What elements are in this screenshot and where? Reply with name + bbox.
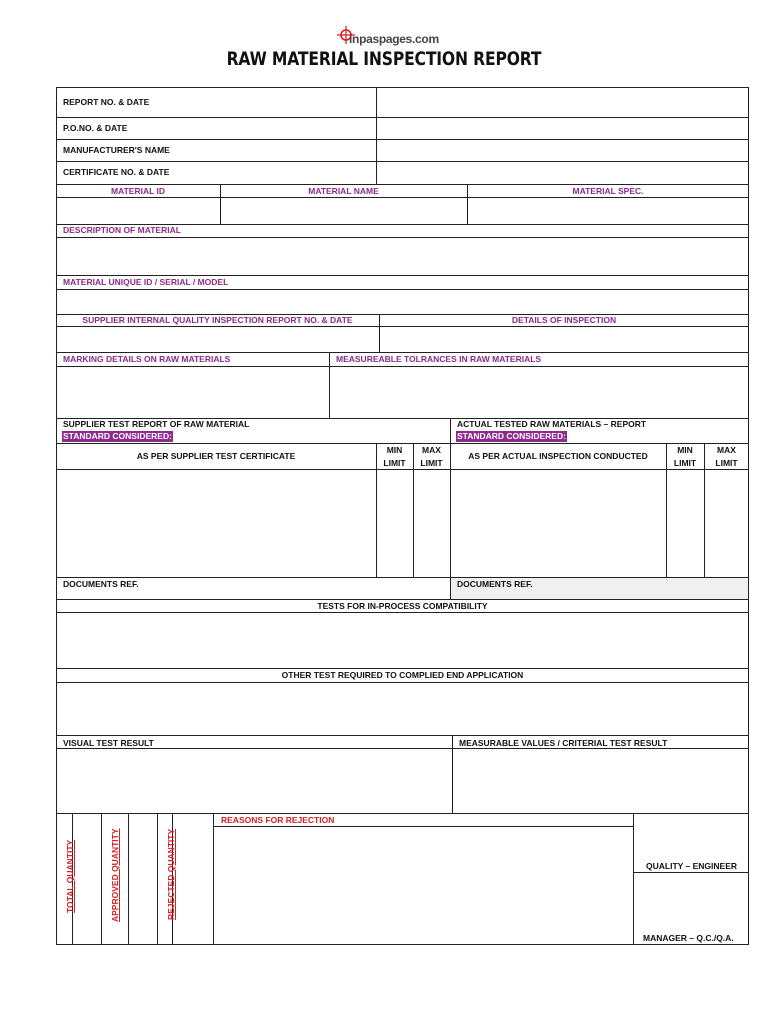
marking-details-field[interactable]: [57, 367, 329, 418]
report-no-label: REPORT NO. & DATE: [63, 97, 150, 107]
supplier-max-header: MAX: [422, 445, 441, 455]
rejected-quantity-field[interactable]: [173, 814, 213, 944]
certificate-label: CERTIFICATE NO. & DATE: [63, 167, 170, 177]
actual-min-header-2: LIMIT: [673, 458, 697, 468]
supplier-test-field[interactable]: [57, 470, 376, 577]
actual-docs-ref-label: DOCUMENTS REF.: [457, 579, 533, 589]
actual-standard-label: STANDARD CONSIDERED:: [457, 431, 566, 441]
supplier-standard-label: STANDARD CONSIDERED:: [63, 431, 172, 441]
actual-min-field[interactable]: [667, 470, 704, 577]
actual-col-main: AS PER ACTUAL INSPECTION CONDUCTED: [468, 451, 648, 461]
material-id-field[interactable]: [57, 198, 220, 224]
material-id-header: MATERIAL ID: [111, 186, 165, 196]
measureable-tol-label: MEASUREABLE TOLRANCES IN RAW MATERIALS: [336, 354, 542, 364]
material-spec-header: MATERIAL SPEC.: [572, 186, 644, 196]
logo-text: inpaspages.com: [349, 32, 439, 46]
supplier-docs-ref-label: DOCUMENTS REF.: [63, 579, 139, 589]
certificate-field[interactable]: [377, 162, 748, 184]
po-no-label: P.O.NO. & DATE: [63, 123, 128, 133]
material-name-header: MATERIAL NAME: [308, 186, 379, 196]
reasons-rejection-label: REASONS FOR REJECTION: [221, 815, 335, 825]
manager-qa-label: MANAGER – Q.C./Q.A.: [643, 933, 734, 943]
other-test-header: OTHER TEST REQUIRED TO COMPLIED END APPLICATION: [281, 670, 524, 680]
quality-engineer-signature[interactable]: [634, 814, 748, 859]
supplier-min-header-2: LIMIT: [383, 458, 406, 468]
actual-min-header: MIN: [677, 445, 693, 455]
rejected-quantity-label: REJECTED QUANTITY: [166, 828, 176, 920]
supplier-max-header-2: LIMIT: [420, 458, 443, 468]
visual-test-label: VISUAL TEST RESULT: [63, 738, 154, 748]
in-process-field[interactable]: [57, 613, 748, 668]
manufacturer-label: MANUFACTURER'S NAME: [63, 145, 170, 155]
visual-test-field[interactable]: [57, 749, 452, 813]
supplier-internal-header: SUPPLIER INTERNAL QUALITY INSPECTION REPORT NO. & DATE: [82, 315, 353, 325]
supplier-col-main: AS PER SUPPLIER TEST CERTIFICATE: [136, 451, 296, 461]
supplier-min-header: MIN: [386, 445, 403, 455]
quality-engineer-label: QUALITY – ENGINEER: [646, 861, 737, 871]
po-no-field[interactable]: [377, 118, 748, 139]
actual-test-heading: ACTUAL TESTED RAW MATERIALS – REPORT: [457, 419, 647, 429]
details-inspection-field[interactable]: [380, 327, 748, 352]
page-title: RAW MATERIAL INSPECTION REPORT: [226, 48, 542, 70]
actual-test-field[interactable]: [451, 470, 666, 577]
material-spec-field[interactable]: [468, 198, 748, 224]
measureable-tol-field[interactable]: [330, 367, 748, 418]
measurable-values-field[interactable]: [453, 749, 748, 813]
material-name-field[interactable]: [221, 198, 467, 224]
details-inspection-header: DETAILS OF INSPECTION: [511, 315, 617, 325]
measurable-values-label: MEASURABLE VALUES / CRITERIAL TEST RESULT: [459, 738, 668, 748]
unique-id-label: MATERIAL UNIQUE ID / SERIAL / MODEL: [63, 277, 229, 287]
approved-quantity-field[interactable]: [129, 814, 157, 944]
reasons-rejection-field[interactable]: [214, 827, 633, 944]
actual-max-header-2: LIMIT: [715, 458, 738, 468]
report-no-field[interactable]: [377, 88, 748, 117]
approved-quantity-label: APPROVED QUANTITY: [110, 828, 120, 922]
supplier-internal-field[interactable]: [57, 327, 379, 352]
other-test-field[interactable]: [57, 683, 748, 735]
total-quantity-field[interactable]: [73, 814, 101, 944]
manufacturer-field[interactable]: [377, 140, 748, 161]
total-quantity-label: TOTAL QUANTITY: [65, 839, 75, 913]
actual-max-header: MAX: [717, 445, 736, 455]
marking-details-label: MARKING DETAILS ON RAW MATERIALS: [63, 354, 231, 364]
in-process-header: TESTS FOR IN-PROCESS COMPATIBILITY: [317, 601, 488, 611]
supplier-max-field[interactable]: [414, 470, 450, 577]
supplier-test-heading: SUPPLIER TEST REPORT OF RAW MATERIAL: [63, 419, 250, 429]
description-field[interactable]: [57, 238, 748, 275]
unique-id-field[interactable]: [57, 290, 748, 314]
manager-signature[interactable]: [634, 873, 748, 931]
supplier-min-field[interactable]: [377, 470, 413, 577]
actual-max-field[interactable]: [705, 470, 748, 577]
description-label: DESCRIPTION OF MATERIAL: [63, 225, 181, 235]
